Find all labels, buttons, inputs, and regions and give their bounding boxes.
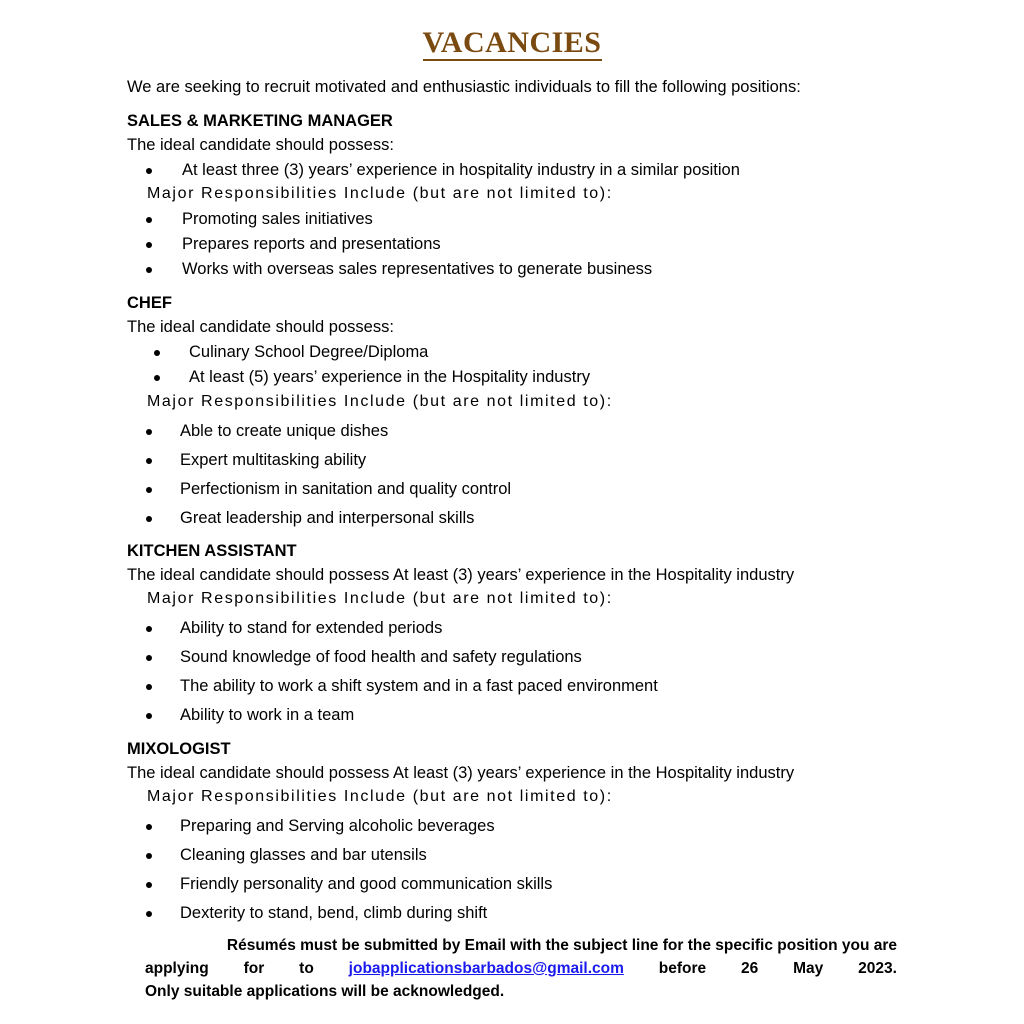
responsibilities-label: Major Responsibilities Include (but are not limited to): <box>147 788 613 805</box>
footer-line-2: applying for to jobapplicationsbarbados@gmail.com before 26 May 2023. <box>145 957 897 980</box>
bullet-icon <box>146 217 152 223</box>
bullet-icon <box>146 824 152 830</box>
bullet-icon <box>146 267 152 273</box>
responsibilities-label: Major Responsibilities Include (but are not limited to): <box>147 590 613 607</box>
kitchen-heading: KITCHEN ASSISTANT <box>127 542 297 560</box>
bullet-icon <box>146 882 152 888</box>
bullet-icon <box>146 684 152 690</box>
email-link[interactable]: jobapplicationsbarbados@gmail.com <box>348 960 624 977</box>
vacancies-document: VACANCIES We are seeking to recruit motivated and enthusiastic individuals to fill the following positions: SALES & MARKETING MANAGER The ideal candidate should possess: At least three (3) years’ experience in hospitality industry in a similar position Major Responsibilities Include (but are not limited to): Promoting sales initiatives Prepares reports and presentations Works with overseas sales representatives to generate business CHEF The ideal candidate should possess: Culinary School Degree/Diploma At least (5) years’ experience in the Hospitality industry Major Responsibilities Include (but are not limited to): Able to create unique dishes Expert multitasking ability Perfectionism in sanitation and quality control Great leadership and interpersonal skills KITCHEN ASSISTANT The ideal candidate should possess At least (3) years’ experience in the Hospitality industry Major Responsibilities Include (but are not limited to): Ability to stand for extended periods Sound knowledge of food health and safety regulations The ability to work a shift system and in a fast paced environment Ability to work in a team MIXOLOGIST The ideal candidate should possess At least (3) years’ experience in the Hospitality industry Major Responsibilities Include (but are not limited to): Preparing and Serving alcoholic beverages Cleaning glasses and bar utensils Friendly personality and good communication skills Dexterity to stand, bend, climb during shift Résumés must be submitted by Email with the subject line for the specific position you are applying for to jobapplicationsbarbados@gmail.com before 26 May 2023. Only suitable applications will be acknowledged. <box>0 0 1024 1024</box>
bullet-icon <box>146 911 152 917</box>
bullet-icon <box>146 429 152 435</box>
bullet-icon <box>146 626 152 632</box>
bullet-icon <box>146 655 152 661</box>
bullet-icon <box>146 458 152 464</box>
page-title: VACANCIES <box>422 26 602 59</box>
intro-text: We are seeking to recruit motivated and enthusiastic individuals to fill the following positions: <box>127 78 801 96</box>
bullet-icon <box>154 375 160 381</box>
mixologist-possess: The ideal candidate should possess At least (3) years’ experience in the Hospitality industry <box>127 764 795 782</box>
footer-line-1: Résumés must be submitted by Email with the subject line for the specific position you are <box>226 937 897 954</box>
application-instructions <box>145 934 897 1003</box>
bullet-icon <box>146 713 152 719</box>
chef-possess: The ideal candidate should possess: <box>127 318 394 336</box>
bullet-icon <box>154 350 160 356</box>
bullet-icon <box>146 853 152 859</box>
responsibilities-label: Major Responsibilities Include (but are not limited to): <box>147 393 613 410</box>
bullet-icon <box>146 168 152 174</box>
footer-line-3: Only suitable applications will be acknowledged. <box>145 983 505 1000</box>
bullet-icon <box>146 516 152 522</box>
kitchen-possess: The ideal candidate should possess At least (3) years’ experience in the Hospitality industry <box>127 566 795 584</box>
bullet-icon <box>146 487 152 493</box>
sales-heading: SALES & MARKETING MANAGER <box>127 112 393 130</box>
responsibilities-label: Major Responsibilities Include (but are not limited to): <box>147 185 613 202</box>
chef-heading: CHEF <box>127 294 172 312</box>
bullet-icon <box>146 242 152 248</box>
mixologist-heading: MIXOLOGIST <box>127 740 231 758</box>
sales-possess: The ideal candidate should possess: <box>127 136 394 154</box>
